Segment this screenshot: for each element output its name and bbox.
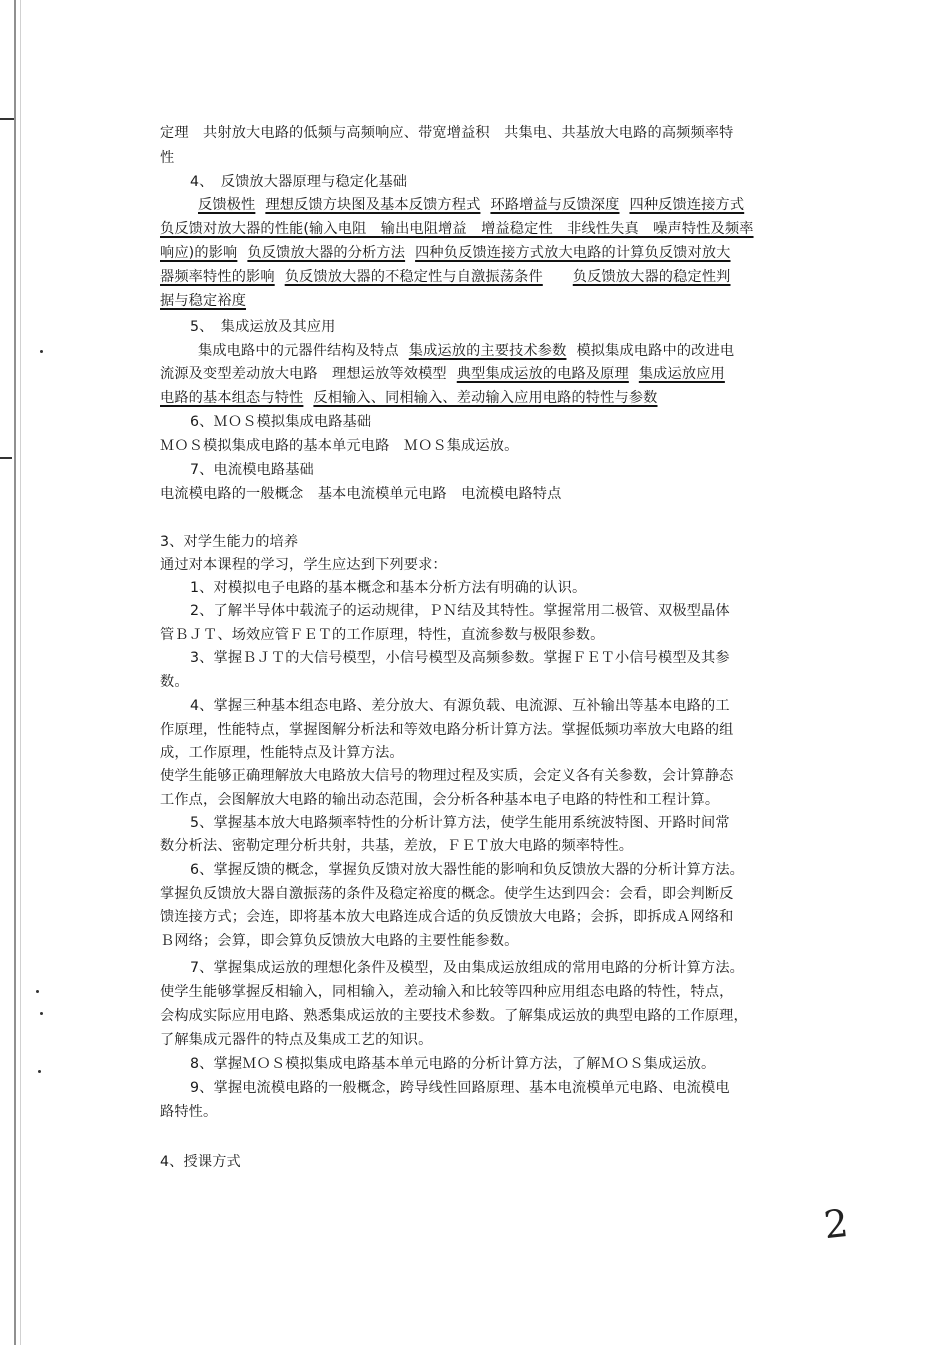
text-line: 路特性。 <box>160 1104 218 1120</box>
text-line: 作原理，性能特点，掌握图解分析法和等效电路分析计算方法。掌握低频功率放大电路的组 <box>160 722 734 738</box>
text-line: 7、掌握集成运放的理想化条件及模型，及由集成运放组成的常用电路的分析计算方法。 <box>190 960 745 976</box>
text-run: 集成电路中的元器件结构及特点 <box>198 343 399 359</box>
underlined-topic: 环路增益与反馈深度 <box>490 197 620 213</box>
section-heading: 3、对学生能力的培养 <box>160 534 299 550</box>
underlined-topic: 器频率特性的影响 <box>160 269 275 285</box>
text-line: 定理 共射放大电路的低频与高频响应、带宽增益积 共集电、共基放大电路的高频频率特 <box>160 125 734 141</box>
binding-edge <box>14 0 16 1345</box>
underlined-topic: 集成运放的主要技术参数 <box>408 343 567 359</box>
underlined-topic: 负反馈放大器的分析方法 <box>247 245 406 261</box>
handwritten-page-number: 2 <box>821 1200 851 1248</box>
underlined-topic: 反馈极性 <box>198 197 256 213</box>
text-line: 使学生能够正确理解放大电路放大信号的物理过程及实质，会定义各有关参数，会计算静态 <box>160 768 734 784</box>
text-line: 电流模电路的一般概念 基本电流模单元电路 电流模电路特点 <box>160 486 562 502</box>
text-run: 模拟集成电路中的改进电 <box>576 343 735 359</box>
text-line <box>160 388 658 408</box>
underlined-topic: 据与稳定裕度 <box>160 293 247 309</box>
text-line: 数分析法、密勒定理分析共射，共基，差放，ＦＥＴ放大电路的频率特性。 <box>160 838 634 854</box>
text-line <box>160 267 731 287</box>
binding-edge-shadow <box>20 0 21 1345</box>
section-heading: 7、电流模电路基础 <box>190 462 314 478</box>
text-line: 8、掌握ＭＯＳ模拟集成电路基本单元电路的分析计算方法，了解ＭＯＳ集成运放。 <box>190 1056 716 1072</box>
text-line: 3、掌握ＢＪＴ的大信号模型，小信号模型及高频参数。掌握ＦＥＴ小信号模型及其参 <box>190 650 730 666</box>
text-line: 使学生能够掌握反相输入，同相输入，差动输入和比较等四种应用组态电路的特性，特点， <box>160 984 734 1000</box>
underlined-topic: 四种反馈连接方式 <box>629 197 745 213</box>
text-line: ＭＯＳ模拟集成电路的基本单元电路 ＭＯＳ集成运放。 <box>160 438 519 454</box>
underlined-topic: 理想反馈方块图及基本反馈方程式 <box>265 197 481 213</box>
scan-speck <box>38 1070 41 1073</box>
section-heading: 6、ＭＯＳ模拟集成电路基础 <box>190 414 372 430</box>
underlined-topic: 响应)的影响 <box>160 245 238 261</box>
underlined-topic: 负反馈放大器的不稳定性与自激振荡条件 <box>284 269 543 285</box>
underlined-topic: 负反馈放大器的稳定性判 <box>572 269 731 285</box>
margin-mark <box>0 118 14 120</box>
text-line: 数。 <box>160 674 189 690</box>
text-line: 性 <box>160 150 175 166</box>
section-heading: 5、 集成运放及其应用 <box>190 319 336 335</box>
section-heading: 4、授课方式 <box>160 1154 241 1170</box>
text-line: 成，工作原理，性能特点及计算方法。 <box>160 745 404 761</box>
text-line: 5、掌握基本放大电路频率特性的分析计算方法，使学生能用系统波特图、开路时间常 <box>190 815 730 831</box>
text-line <box>160 364 725 384</box>
underlined-topic: 典型集成运放的电路及原理 <box>456 366 629 382</box>
underlined-topic: 电路的基本组态与特性 <box>160 390 304 406</box>
margin-mark <box>0 457 12 459</box>
section-heading: 4、 反馈放大器原理与稳定化基础 <box>190 174 408 190</box>
scan-speck <box>40 1012 43 1015</box>
text-line: 掌握负反馈放大器自激振荡的条件及稳定裕度的概念。使学生达到四会：会看，即会判断反 <box>160 886 734 902</box>
text-line: 1、对模拟电子电路的基本概念和基本分析方法有明确的认识。 <box>190 580 587 596</box>
text-line: 6、掌握反馈的概念，掌握负反馈对放大器性能的影响和负反馈放大器的分析计算方法。 <box>190 862 745 878</box>
text-line <box>160 219 754 239</box>
underlined-topic: 集成运放应用 <box>638 366 725 382</box>
scan-speck <box>36 990 39 993</box>
text-run: 流源及变型差动放大电路 理想运放等效模型 <box>160 366 447 382</box>
underlined-topic: 反相输入、同相输入、差动输入应用电路的特性与参数 <box>313 390 658 406</box>
text-line: 会构成实际应用电路、熟悉集成运放的主要技术参数。了解集成运放的典型电路的工作原理， <box>160 1008 748 1024</box>
text-line: Ｂ网络；会算，即会算负反馈放大电路的主要性能参数。 <box>160 933 519 949</box>
text-line: 工作点，会图解放大电路的输出动态范围，会分析各种基本电子电路的特性和工程计算。 <box>160 792 720 808</box>
text-line <box>160 243 731 263</box>
text-line: 了解集成元器件的特点及集成工艺的知识。 <box>160 1032 433 1048</box>
scan-speck <box>40 350 43 353</box>
text-line: 2、了解半导体中载流子的运动规律，ＰＮ结及其特性。掌握常用二极管、双极型晶体 <box>190 603 730 619</box>
text-line: 通过对本课程的学习，学生应达到下列要求： <box>160 557 447 573</box>
text-line: 4、掌握三种基本组态电路、差分放大、有源负载、电流源、互补输出等基本电路的工 <box>190 698 730 714</box>
text-line <box>160 291 246 311</box>
text-line: 9、掌握电流模电路的一般概念，跨导线性回路原理、基本电流模单元电路、电流模电 <box>190 1080 730 1096</box>
underlined-topic: 四种负反馈连接方式放大电路的计算负反馈对放大 <box>415 245 731 261</box>
text-line: 管ＢＪＴ、场效应管ＦＥＴ的工作原理，特性，直流参数与极限参数。 <box>160 627 605 643</box>
text-line: 馈连接方式；会连，即将基本放大电路连成合适的负反馈放大电路；会拆，即拆成Ａ网络和 <box>160 909 734 925</box>
underlined-topic: 负反馈对放大器的性能(输入电阻 输出电阻增益 增益稳定性 非线性失真 噪声特性及频率 <box>160 221 754 237</box>
text-line <box>198 195 744 215</box>
text-line <box>198 341 734 361</box>
